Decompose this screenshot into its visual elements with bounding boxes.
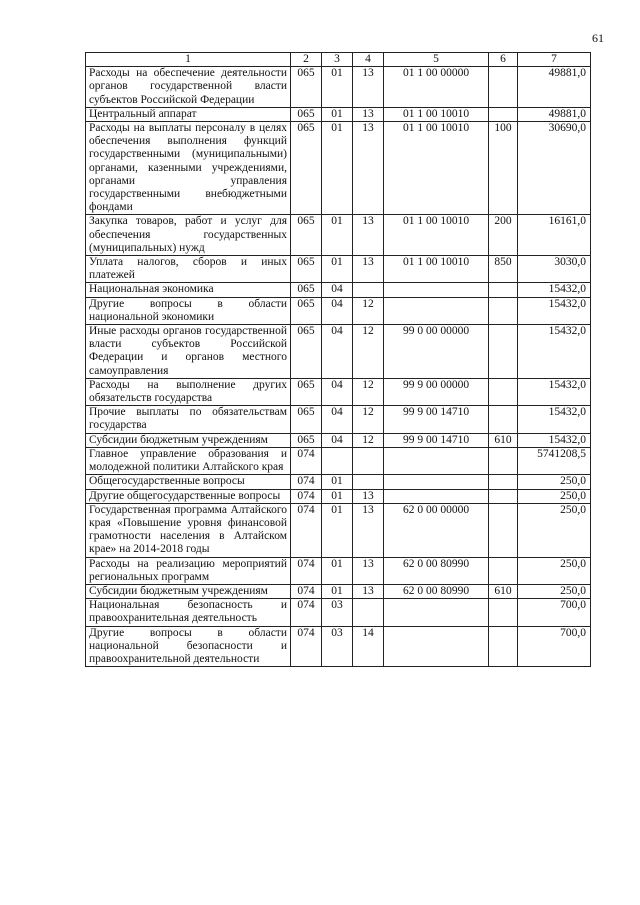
- section-code-cell: 01: [322, 475, 353, 489]
- page-number: 61: [592, 31, 604, 45]
- table-row: [86, 107, 591, 121]
- row-name-cell: Субсидии бюджетным учреждениям: [86, 584, 291, 598]
- expense-type-cell: [489, 325, 518, 379]
- expense-type-cell: [489, 107, 518, 121]
- amount-cell: 5741208,5: [518, 447, 591, 474]
- expense-type-cell: 100: [489, 122, 518, 215]
- section-code-cell: 01: [322, 557, 353, 584]
- row-name-cell: Прочие выплаты по обязательствам государства: [86, 406, 291, 433]
- table-row: [86, 626, 591, 667]
- header-cell: 4: [353, 53, 384, 67]
- expense-type-cell: [489, 297, 518, 324]
- target-item-code-cell: 62 0 00 80990: [384, 584, 489, 598]
- admin-code-cell: 074: [291, 447, 322, 474]
- expense-type-cell: [489, 489, 518, 503]
- amount-cell: 250,0: [518, 489, 591, 503]
- row-name-cell: Национальная экономика: [86, 283, 291, 297]
- header-cell: 1: [86, 53, 291, 67]
- amount-cell: 15432,0: [518, 378, 591, 405]
- admin-code-cell: 065: [291, 215, 322, 256]
- row-name-cell: Другие вопросы в области национальной безопасности и правоохранительной деятельности: [86, 626, 291, 667]
- table-row: [86, 584, 591, 598]
- section-code-cell: 03: [322, 626, 353, 667]
- table-row: [86, 256, 591, 283]
- amount-cell: 15432,0: [518, 325, 591, 379]
- admin-code-cell: 065: [291, 297, 322, 324]
- target-item-code-cell: 01 1 00 10010: [384, 256, 489, 283]
- amount-cell: 250,0: [518, 503, 591, 557]
- table-row: [86, 557, 591, 584]
- table-row: [86, 378, 591, 405]
- expense-type-cell: [489, 557, 518, 584]
- target-item-code-cell: 62 0 00 00000: [384, 503, 489, 557]
- expense-type-cell: [489, 626, 518, 667]
- admin-code-cell: 074: [291, 475, 322, 489]
- amount-cell: 15432,0: [518, 297, 591, 324]
- table-row: [86, 297, 591, 324]
- target-item-code-cell: 01 1 00 10010: [384, 215, 489, 256]
- row-name-cell: Закупка товаров, работ и услуг для обеспечения государственных (муниципальных) нужд: [86, 215, 291, 256]
- amount-cell: 16161,0: [518, 215, 591, 256]
- subsection-code-cell: 13: [353, 67, 384, 108]
- admin-code-cell: 065: [291, 406, 322, 433]
- expense-type-cell: [489, 503, 518, 557]
- subsection-code-cell: [353, 447, 384, 474]
- table-body: [86, 53, 591, 667]
- expense-type-cell: [489, 378, 518, 405]
- subsection-code-cell: 12: [353, 406, 384, 433]
- amount-cell: 700,0: [518, 626, 591, 667]
- row-name-cell: Государственная программа Алтайского края «Повышение уровня финансовой грамотности населения в Алтайском крае» на 2014-2018 годы: [86, 503, 291, 557]
- subsection-code-cell: 12: [353, 378, 384, 405]
- target-item-code-cell: [384, 447, 489, 474]
- subsection-code-cell: [353, 283, 384, 297]
- section-code-cell: 04: [322, 297, 353, 324]
- target-item-code-cell: 99 9 00 14710: [384, 406, 489, 433]
- section-code-cell: 04: [322, 433, 353, 447]
- amount-cell: 15432,0: [518, 406, 591, 433]
- section-code-cell: 01: [322, 256, 353, 283]
- subsection-code-cell: 12: [353, 297, 384, 324]
- header-cell: 3: [322, 53, 353, 67]
- row-name-cell: Другие общегосударственные вопросы: [86, 489, 291, 503]
- section-code-cell: 01: [322, 215, 353, 256]
- section-code-cell: 01: [322, 122, 353, 215]
- admin-code-cell: 074: [291, 503, 322, 557]
- header-cell: 6: [489, 53, 518, 67]
- section-code-cell: 01: [322, 489, 353, 503]
- admin-code-cell: 065: [291, 283, 322, 297]
- section-code-cell: 01: [322, 584, 353, 598]
- section-code-cell: 04: [322, 283, 353, 297]
- row-name-cell: Другие вопросы в области национальной экономики: [86, 297, 291, 324]
- table-row: [86, 599, 591, 626]
- subsection-code-cell: [353, 475, 384, 489]
- table-row: [86, 475, 591, 489]
- expense-type-cell: 610: [489, 433, 518, 447]
- subsection-code-cell: 13: [353, 256, 384, 283]
- admin-code-cell: 074: [291, 557, 322, 584]
- row-name-cell: Главное управление образования и молодежной политики Алтайского края: [86, 447, 291, 474]
- target-item-code-cell: 62 0 00 80990: [384, 557, 489, 584]
- subsection-code-cell: 13: [353, 584, 384, 598]
- target-item-code-cell: [384, 599, 489, 626]
- target-item-code-cell: [384, 489, 489, 503]
- expense-type-cell: 850: [489, 256, 518, 283]
- table-row: [86, 67, 591, 108]
- admin-code-cell: 065: [291, 67, 322, 108]
- header-cell: 7: [518, 53, 591, 67]
- target-item-code-cell: 01 1 00 00000: [384, 67, 489, 108]
- target-item-code-cell: [384, 283, 489, 297]
- section-code-cell: [322, 447, 353, 474]
- admin-code-cell: 065: [291, 122, 322, 215]
- admin-code-cell: 065: [291, 433, 322, 447]
- expense-type-cell: [489, 475, 518, 489]
- target-item-code-cell: 01 1 00 10010: [384, 122, 489, 215]
- amount-cell: 15432,0: [518, 433, 591, 447]
- amount-cell: 250,0: [518, 557, 591, 584]
- target-item-code-cell: [384, 475, 489, 489]
- table-row: [86, 489, 591, 503]
- admin-code-cell: 074: [291, 599, 322, 626]
- amount-cell: 15432,0: [518, 283, 591, 297]
- subsection-code-cell: 13: [353, 489, 384, 503]
- amount-cell: 700,0: [518, 599, 591, 626]
- expense-type-cell: 200: [489, 215, 518, 256]
- amount-cell: 49881,0: [518, 67, 591, 108]
- section-code-cell: 01: [322, 107, 353, 121]
- admin-code-cell: 065: [291, 107, 322, 121]
- admin-code-cell: 065: [291, 256, 322, 283]
- section-code-cell: 01: [322, 503, 353, 557]
- subsection-code-cell: 13: [353, 215, 384, 256]
- admin-code-cell: 074: [291, 584, 322, 598]
- subsection-code-cell: 13: [353, 503, 384, 557]
- table-row: [86, 433, 591, 447]
- table-row: [86, 503, 591, 557]
- subsection-code-cell: 13: [353, 122, 384, 215]
- subsection-code-cell: [353, 599, 384, 626]
- amount-cell: 49881,0: [518, 107, 591, 121]
- target-item-code-cell: 99 9 00 00000: [384, 378, 489, 405]
- admin-code-cell: 074: [291, 626, 322, 667]
- row-name-cell: Расходы на выплаты персоналу в целях обеспечения выполнения функций государственными (муниципальными) органами, казенными учреждениями, органами управления государственными внебюджетными фондами: [86, 122, 291, 215]
- amount-cell: 250,0: [518, 475, 591, 489]
- section-code-cell: 04: [322, 378, 353, 405]
- amount-cell: 30690,0: [518, 122, 591, 215]
- row-name-cell: Субсидии бюджетным учреждениям: [86, 433, 291, 447]
- target-item-code-cell: 99 0 00 00000: [384, 325, 489, 379]
- subsection-code-cell: 12: [353, 325, 384, 379]
- row-name-cell: Общегосударственные вопросы: [86, 475, 291, 489]
- expense-type-cell: [489, 283, 518, 297]
- table-row: [86, 215, 591, 256]
- admin-code-cell: 065: [291, 378, 322, 405]
- expense-type-cell: [489, 599, 518, 626]
- subsection-code-cell: 12: [353, 433, 384, 447]
- target-item-code-cell: [384, 626, 489, 667]
- table-row: [86, 406, 591, 433]
- expense-type-cell: [489, 447, 518, 474]
- budget-table: [85, 52, 591, 667]
- header-cell: 5: [384, 53, 489, 67]
- row-name-cell: Иные расходы органов государственной власти субъектов Российской Федерации и органов местного самоуправления: [86, 325, 291, 379]
- table-row: [86, 122, 591, 215]
- target-item-code-cell: 01 1 00 10010: [384, 107, 489, 121]
- row-name-cell: Расходы на реализацию мероприятий региональных программ: [86, 557, 291, 584]
- admin-code-cell: 065: [291, 325, 322, 379]
- target-item-code-cell: 99 9 00 14710: [384, 433, 489, 447]
- amount-cell: 3030,0: [518, 256, 591, 283]
- expense-type-cell: 610: [489, 584, 518, 598]
- table-row: [86, 447, 591, 474]
- row-name-cell: Национальная безопасность и правоохранительная деятельность: [86, 599, 291, 626]
- row-name-cell: Уплата налогов, сборов и иных платежей: [86, 256, 291, 283]
- table-row: [86, 325, 591, 379]
- section-code-cell: 04: [322, 325, 353, 379]
- subsection-code-cell: 13: [353, 107, 384, 121]
- row-name-cell: Расходы на обеспечение деятельности органов государственной власти субъектов Российской Федерации: [86, 67, 291, 108]
- table-header-row: [86, 53, 591, 67]
- header-cell: 2: [291, 53, 322, 67]
- subsection-code-cell: 14: [353, 626, 384, 667]
- row-name-cell: Расходы на выполнение других обязательств государства: [86, 378, 291, 405]
- section-code-cell: 01: [322, 67, 353, 108]
- admin-code-cell: 074: [291, 489, 322, 503]
- section-code-cell: 03: [322, 599, 353, 626]
- table-row: [86, 283, 591, 297]
- amount-cell: 250,0: [518, 584, 591, 598]
- row-name-cell: Центральный аппарат: [86, 107, 291, 121]
- expense-type-cell: [489, 67, 518, 108]
- expense-type-cell: [489, 406, 518, 433]
- subsection-code-cell: 13: [353, 557, 384, 584]
- section-code-cell: 04: [322, 406, 353, 433]
- target-item-code-cell: [384, 297, 489, 324]
